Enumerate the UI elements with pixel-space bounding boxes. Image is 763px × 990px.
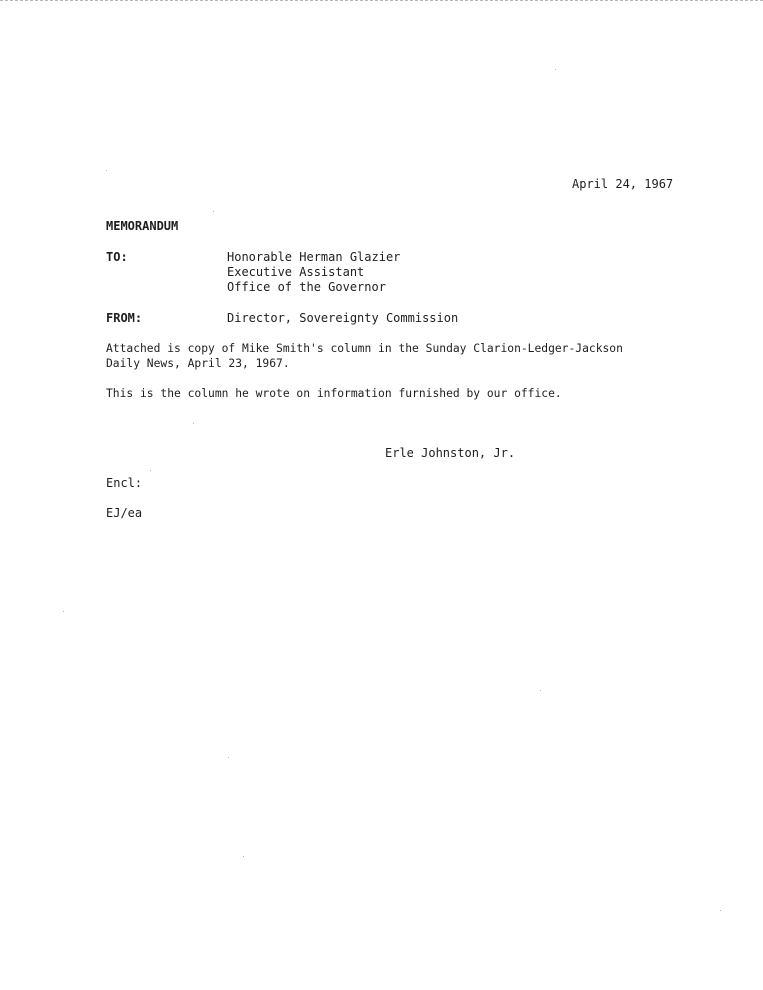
scan-speck: [150, 470, 151, 471]
body-paragraph-2: This is the column he wrote on information furnished by our office.: [106, 387, 562, 400]
scan-speck: [540, 690, 541, 691]
typist-initials: EJ/ea: [106, 506, 143, 520]
enclosure-note: Encl:: [106, 476, 143, 490]
to-label: TO:: [106, 250, 128, 264]
scan-speck: [720, 910, 721, 911]
to-line-office: Office of the Governor: [227, 280, 386, 294]
from-label: FROM:: [106, 311, 143, 325]
scan-speck: [243, 856, 244, 857]
from-value: Director, Sovereignty Commission: [227, 311, 459, 325]
scan-speck: [555, 69, 556, 70]
scan-edge: [0, 0, 763, 8]
scan-speck: [228, 757, 229, 758]
signature: Erle Johnston, Jr.: [385, 446, 516, 460]
to-line-title: Executive Assistant: [227, 265, 365, 279]
to-line-name: Honorable Herman Glazier: [227, 250, 401, 264]
scan-speck: [63, 611, 64, 612]
scan-speck: [193, 423, 194, 424]
scan-speck: [213, 211, 214, 212]
body-line-1: Attached is copy of Mike Smith's column in the Sunday Clarion-Ledger-Jackson: [106, 342, 623, 355]
body-line-2: Daily News, April 23, 1967.: [106, 357, 290, 370]
memo-heading: MEMORANDUM: [106, 219, 179, 233]
scan-speck: [106, 170, 107, 171]
memo-date: April 24, 1967: [572, 177, 674, 191]
